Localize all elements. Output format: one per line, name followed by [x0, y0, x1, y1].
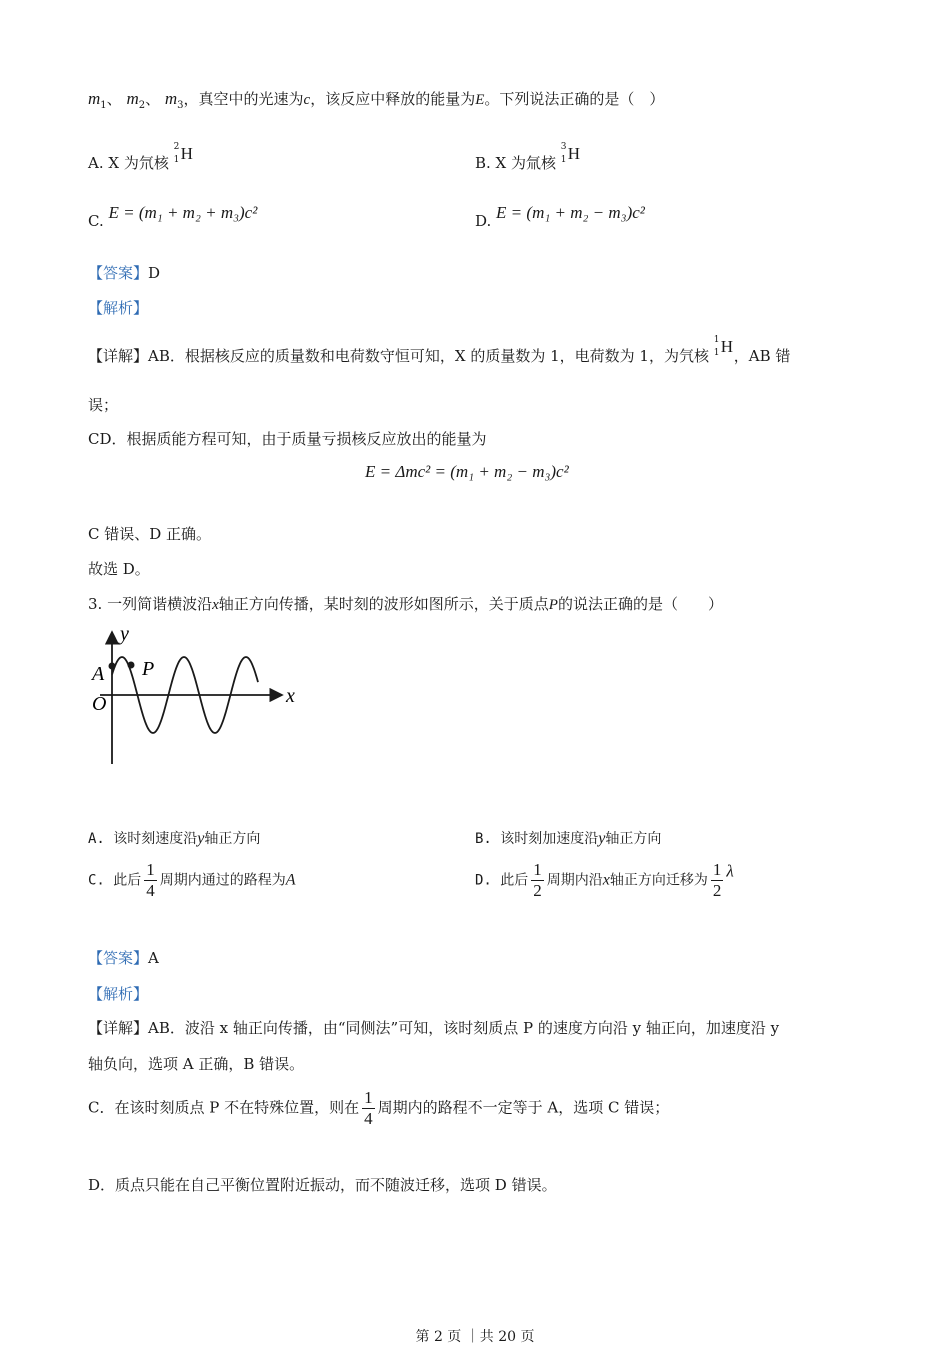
mass-m2: m [126, 89, 139, 108]
x-axis-label: x [286, 685, 295, 707]
option-d-text-mid1: 周期内沿 [546, 872, 603, 889]
point-a-marker [109, 663, 116, 670]
option-a-text: A. X 为氘核 [88, 154, 169, 172]
y-axis-label: y [120, 623, 129, 645]
nuclide-charge: 1 [560, 155, 567, 165]
option-d-formula: E = (m₁ + m₂ − m₃)c² [496, 203, 645, 222]
nuclide-charge: 1 [173, 155, 180, 165]
q3-stem [88, 593, 723, 614]
option-d-text: D. 此后 [475, 872, 529, 889]
nuclide-symbol: H [720, 337, 734, 356]
option-c-formula: E = (m₁ + m₂ + m₃)c² [108, 203, 258, 222]
nuclide-charge: 1 [713, 348, 720, 358]
denominator: 2 [712, 881, 722, 900]
detail-c-text-end: 周期内的路程不一定等于 A，选项 C 错误； [377, 1098, 670, 1117]
option-c-text-mid: 周期内通过的路程为 [159, 872, 286, 889]
point-p-label: P [142, 658, 155, 680]
nuclide-mass: 3 [560, 142, 567, 152]
sub-2: 2 [138, 100, 146, 111]
q2-analysis-label: 【解析】 [88, 299, 149, 317]
option-b-text-end: 轴正方向 [605, 831, 662, 847]
q2-detail-line5: 故选 D。 [88, 560, 150, 578]
detail-text: AB．波沿 x 轴正向传播，由“同侧法”可知，该时刻质点 P 的速度方向沿 y 轴正向，加速度沿 y [148, 1019, 780, 1037]
answer-value: A [148, 949, 159, 967]
option-a-text-end: 轴正方向 [204, 831, 261, 847]
option-d-label: D. [475, 212, 492, 230]
q3-option-d [475, 860, 734, 901]
nuclide-h3 [560, 142, 581, 168]
q2-option-c [88, 203, 257, 230]
option-d-text-mid2: 轴正方向迁移为 [609, 872, 708, 889]
option-b-text: B. 该时刻加速度沿 [475, 831, 599, 847]
q2-option-b [475, 142, 581, 173]
answer-label: 【答案】 [88, 264, 149, 282]
var-p: P [548, 597, 558, 613]
stem-text-c: 的说法正确的是（ ） [557, 595, 723, 613]
nuclide-mass: 2 [173, 142, 180, 152]
q2-detail-line3: CD．根据质能方程可知，由于质量亏损核反应放出的能量为 [88, 430, 487, 448]
q2-detail-line1 [88, 335, 791, 366]
detail-text-end: ，AB 错 [733, 347, 791, 365]
sub-1: 1 [100, 100, 107, 111]
denominator: 2 [533, 881, 542, 900]
numerator: 1 [712, 860, 722, 879]
q2-answer [88, 262, 160, 283]
var-y: y [598, 830, 606, 847]
fraction-half [531, 860, 544, 901]
origin-label: O [92, 693, 107, 715]
continuation-text: ，真空中的光速为 [183, 90, 304, 108]
q2-detail-line4: C 错误、D 正确。 [88, 525, 212, 543]
mass-m1: m [88, 89, 101, 108]
stem-text-b: 轴正方向传播，某时刻的波形如图所示，关于质点 [218, 595, 549, 613]
q3-option-a [88, 828, 260, 848]
q2-option-a [88, 142, 194, 173]
nuclide-h2 [173, 142, 194, 168]
option-c-text: C. 此后 [88, 872, 142, 889]
q3-detail-c-line [88, 1088, 669, 1129]
nuclide-mass: 1 [713, 335, 720, 345]
var-y: y [197, 830, 205, 847]
q3-answer [88, 947, 159, 968]
fraction-quarter [144, 860, 157, 901]
option-c-label: C. [88, 212, 104, 230]
var-c: c [303, 92, 311, 108]
q2-detail-line2: 误； [88, 396, 119, 414]
q3-detail-d-line: D．质点只能在自己平衡位置附近振动，而不随波迁移，选项 D 错误。 [88, 1176, 557, 1194]
q3-option-b [475, 828, 661, 848]
detail-c-text: C．在该时刻质点 P 不在特殊位置，则在 [88, 1098, 360, 1117]
detail-text: AB．根据核反应的质量数和电荷数守恒可知，X 的质量数为 1，电荷数为 1，为氕核 [148, 347, 709, 365]
point-p-marker [128, 662, 135, 669]
stem-text-a: 3. 一列简谐横波沿 [88, 595, 213, 613]
q2-detail-formula: E = Δmc² = (m₁ + m₂ − m₃)c² [365, 462, 569, 481]
question-continuation: $m_1$、 $m_2$、 $m_3$，真空中的光速为c，该反应中释放的能量为E。下列说法正确的是（ ） [88, 89, 665, 111]
answer-value: D [148, 264, 161, 282]
answer-label: 【答案】 [88, 949, 149, 967]
var-x: x [212, 597, 219, 613]
var-lambda: λ [726, 861, 734, 881]
page-footer: 第 2 页 ｜共 20 页 [415, 1329, 535, 1345]
q3-detail-ab-line2: 轴负向，选项 A 正确，B 错误。 [88, 1055, 305, 1073]
q3-option-c [88, 860, 296, 901]
detail-label: 【详解】 [88, 347, 149, 365]
numerator: 1 [364, 1088, 373, 1107]
numerator: 1 [146, 860, 155, 879]
q3-analysis-label: 【解析】 [88, 985, 149, 1003]
fraction-half-lambda [711, 860, 724, 901]
continuation-text-2: ，该反应中释放的能量为 [310, 90, 476, 108]
fraction-quarter [362, 1088, 375, 1129]
amplitude-label: A [92, 663, 105, 685]
var-a: A [285, 871, 296, 889]
denominator: 4 [364, 1109, 373, 1128]
var-x: x [602, 871, 610, 889]
sub-3: 3 [177, 100, 184, 111]
q2-option-d [475, 203, 645, 230]
option-b-text: B. X 为氚核 [475, 154, 557, 172]
wave-figure [86, 622, 316, 772]
nuclide-symbol: H [180, 144, 193, 163]
nuclide-symbol: H [567, 144, 581, 163]
mass-m3: m [164, 89, 178, 108]
continuation-text-3: 。下列说法正确的是（ ） [484, 90, 665, 108]
var-e: E [475, 92, 485, 108]
detail-label: 【详解】 [88, 1019, 149, 1037]
nuclide-h1 [713, 335, 734, 361]
denominator: 4 [146, 881, 155, 900]
option-a-text: A. 该时刻速度沿 [88, 831, 198, 847]
numerator: 1 [533, 860, 542, 879]
q3-detail-ab-line1 [88, 1017, 779, 1038]
